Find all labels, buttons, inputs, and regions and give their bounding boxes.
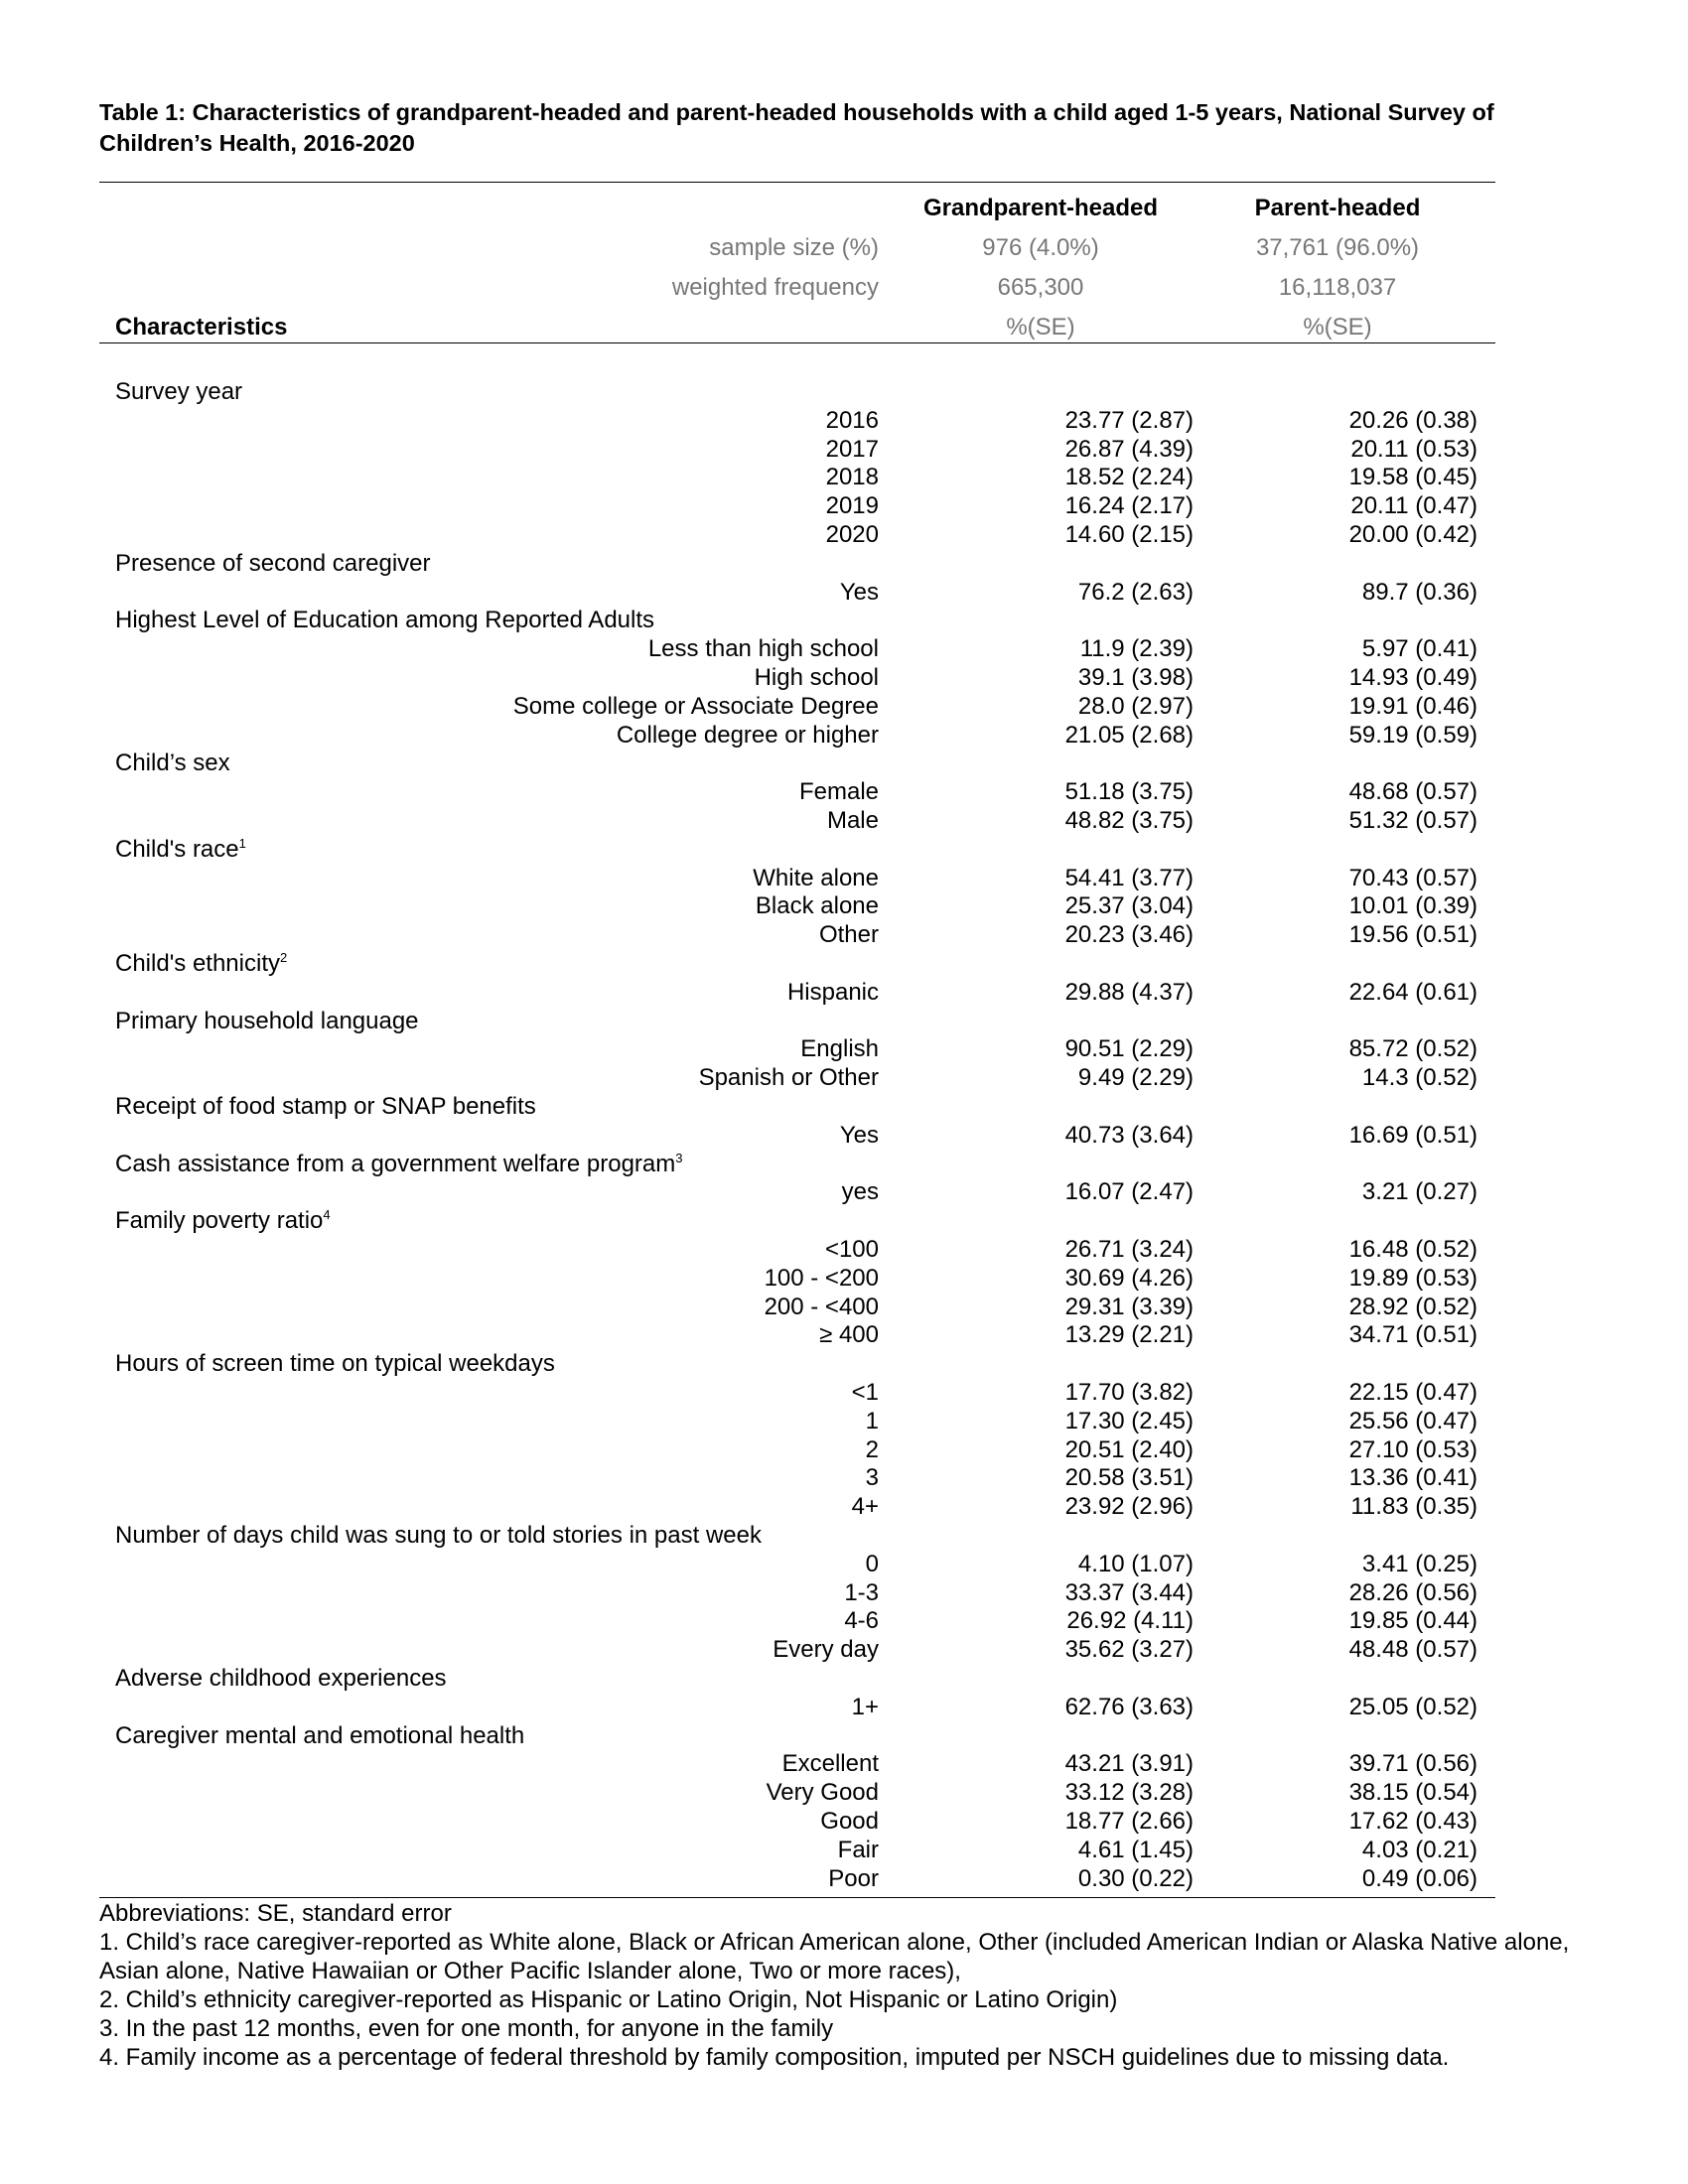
sample-size-grandparent: 976 (4.0%) <box>982 234 1099 261</box>
footnotes <box>99 1899 1609 2072</box>
table-row <box>0 1063 1688 1092</box>
table-row <box>0 891 1688 920</box>
row-label: 0 <box>865 1550 879 1577</box>
row-label: 2017 <box>825 435 879 463</box>
row-label: Very Good <box>766 1779 879 1807</box>
section-row <box>0 1721 1688 1750</box>
header-rule <box>99 342 1495 343</box>
section-title-text: Cash assistance from a government welfare program <box>115 1150 676 1177</box>
parent-value: 28.92 (0.52) <box>1348 1293 1477 1320</box>
column-header-parent: Parent-headed <box>1254 195 1421 221</box>
grandparent-value: 9.49 (2.29) <box>1077 1064 1194 1092</box>
section-title-text: Survey year <box>115 378 243 405</box>
table-row <box>0 491 1688 520</box>
parent-value: 17.62 (0.43) <box>1348 1808 1477 1835</box>
table-row <box>0 1778 1688 1807</box>
grandparent-value: 48.82 (3.75) <box>1064 807 1194 834</box>
table-row <box>0 463 1688 491</box>
row-label: 2019 <box>825 492 879 520</box>
parent-value: 3.21 (0.27) <box>1361 1178 1477 1206</box>
section-title-text: Child’s sex <box>115 750 230 777</box>
grandparent-value: 17.30 (2.45) <box>1064 1407 1194 1434</box>
parent-value: 51.32 (0.57) <box>1348 807 1477 834</box>
unit-grandparent: %(SE) <box>1006 314 1075 341</box>
row-label: 1+ <box>851 1693 879 1720</box>
row-label: ≥ 400 <box>819 1321 879 1349</box>
footnote: 1. Child’s race caregiver-reported as White alone, Black or African American alone, Other (included American Indian or Alaska Native alone, Asian alone, Native Hawaiian or Other Pacific Islander alone, Two or more races), <box>99 1929 1570 1984</box>
parent-value: 38.15 (0.54) <box>1348 1779 1477 1807</box>
table-title: Table 1: Characteristics of grandparent-headed and parent-headed households with a child aged 1-5 years, National Survey of Children’s Health, 2016-2020 <box>99 99 1494 156</box>
grandparent-value: 18.77 (2.66) <box>1064 1808 1194 1835</box>
grandparent-value: 39.1 (3.98) <box>1077 664 1194 691</box>
parent-value: 20.26 (0.38) <box>1348 406 1477 434</box>
parent-value: 25.56 (0.47) <box>1348 1407 1477 1434</box>
table-row <box>0 1749 1688 1778</box>
parent-value: 25.05 (0.52) <box>1348 1693 1477 1720</box>
grandparent-value: 40.73 (3.64) <box>1064 1121 1194 1149</box>
section-title-text: Number of days child was sung to or told stories in past week <box>115 1522 762 1549</box>
section-title-text: Highest Level of Education among Reported Adults <box>115 607 655 634</box>
row-label: 4+ <box>851 1493 879 1521</box>
section-title <box>115 1349 555 1378</box>
section-title <box>115 1150 682 1178</box>
grandparent-value: 43.21 (3.91) <box>1064 1750 1194 1778</box>
parent-value: 27.10 (0.53) <box>1348 1435 1477 1463</box>
footnote-marker: 3 <box>675 1150 683 1165</box>
weighted-frequency-label: weighted frequency <box>671 274 879 301</box>
unit-parent: %(SE) <box>1303 314 1372 341</box>
parent-value: 19.85 (0.44) <box>1348 1607 1477 1635</box>
parent-value: 89.7 (0.36) <box>1361 578 1477 606</box>
section-title-text: Child's race <box>115 835 239 863</box>
parent-value: 34.71 (0.51) <box>1348 1321 1477 1349</box>
sample-size-parent: 37,761 (96.0%) <box>1255 234 1420 261</box>
row-label: Yes <box>839 578 879 606</box>
parent-value: 70.43 (0.57) <box>1348 864 1477 891</box>
parent-value: 48.48 (0.57) <box>1348 1636 1477 1664</box>
parent-value: 16.48 (0.52) <box>1348 1236 1477 1263</box>
section-title-text: Adverse childhood experiences <box>115 1665 447 1692</box>
section-row <box>0 377 1688 406</box>
section-title <box>115 1007 419 1035</box>
grandparent-value: 33.12 (3.28) <box>1064 1779 1194 1807</box>
table-row <box>0 806 1688 835</box>
grandparent-value: 14.60 (2.15) <box>1064 521 1194 548</box>
row-label: 4-6 <box>844 1607 879 1635</box>
table-row <box>0 1293 1688 1321</box>
row-label: 2016 <box>825 406 879 434</box>
section-row <box>0 949 1688 978</box>
section-row <box>0 1092 1688 1121</box>
section-title <box>115 377 242 406</box>
grandparent-value: 18.52 (2.24) <box>1064 464 1194 491</box>
table-row <box>0 1693 1688 1721</box>
section-row <box>0 1007 1688 1035</box>
table-row <box>0 1463 1688 1492</box>
row-label: Female <box>798 778 879 806</box>
section-row <box>0 1664 1688 1693</box>
grandparent-value: 13.29 (2.21) <box>1064 1321 1194 1349</box>
row-label: Every day <box>773 1636 879 1664</box>
row-label: Hispanic <box>786 978 879 1006</box>
table-row <box>0 1121 1688 1150</box>
row-label: 2020 <box>825 521 879 548</box>
table-row <box>0 406 1688 435</box>
row-label: English <box>800 1035 879 1063</box>
grandparent-value: 23.77 (2.87) <box>1064 406 1194 434</box>
table-row <box>0 1235 1688 1264</box>
grandparent-value: 16.07 (2.47) <box>1064 1178 1194 1206</box>
table-row <box>0 1177 1688 1206</box>
grandparent-value: 26.87 (4.39) <box>1064 435 1194 463</box>
row-label: <1 <box>851 1379 879 1406</box>
parent-value: 20.11 (0.47) <box>1350 492 1477 520</box>
section-title <box>115 1092 536 1121</box>
table-row <box>0 520 1688 549</box>
footnote: 4. Family income as a percentage of federal threshold by family composition, imputed per NSCH guidelines due to missing data. <box>99 2044 1450 2071</box>
section-title-text: Family poverty ratio <box>115 1207 324 1235</box>
row-label: 2018 <box>825 464 879 491</box>
section-row <box>0 749 1688 777</box>
row-label: 2 <box>865 1435 879 1463</box>
grandparent-value: 29.88 (4.37) <box>1064 978 1194 1006</box>
table-row <box>0 578 1688 607</box>
parent-value: 19.56 (0.51) <box>1348 921 1477 949</box>
table-row <box>0 1378 1688 1407</box>
table-row <box>0 663 1688 692</box>
footnote: 3. In the past 12 months, even for one month, for anyone in the family <box>99 2015 834 2042</box>
characteristics-header: Characteristics <box>115 314 288 341</box>
row-label: 200 - <400 <box>764 1293 879 1320</box>
table-row <box>0 1407 1688 1435</box>
grandparent-value: 17.70 (3.82) <box>1064 1379 1194 1406</box>
grandparent-value: 51.18 (3.75) <box>1064 778 1194 806</box>
section-title <box>115 949 287 978</box>
grandparent-value: 20.23 (3.46) <box>1064 921 1194 949</box>
grandparent-value: 23.92 (2.96) <box>1064 1493 1194 1521</box>
section-title <box>115 1664 447 1693</box>
footnote-marker: 4 <box>323 1207 331 1223</box>
row-label: White alone <box>753 864 879 891</box>
row-label: Excellent <box>781 1750 879 1778</box>
parent-value: 10.01 (0.39) <box>1348 892 1477 920</box>
parent-value: 0.49 (0.06) <box>1361 1864 1477 1892</box>
table-row <box>0 978 1688 1007</box>
row-label: Spanish or Other <box>698 1064 879 1092</box>
section-row <box>0 835 1688 864</box>
grandparent-value: 30.69 (4.26) <box>1064 1264 1194 1292</box>
section-title <box>115 1721 524 1750</box>
section-title-text: Presence of second caregiver <box>115 549 431 577</box>
section-row <box>0 1521 1688 1550</box>
grandparent-value: 29.31 (3.39) <box>1064 1293 1194 1320</box>
table-row <box>0 920 1688 949</box>
table-row <box>0 1864 1688 1893</box>
row-label: High school <box>754 664 879 691</box>
grandparent-value: 90.51 (2.29) <box>1064 1035 1194 1063</box>
parent-value: 20.00 (0.42) <box>1348 521 1477 548</box>
parent-value: 5.97 (0.41) <box>1361 635 1477 663</box>
table-row <box>0 692 1688 721</box>
table-row <box>0 634 1688 663</box>
row-label: Poor <box>828 1864 879 1892</box>
table-row <box>0 721 1688 750</box>
table-row <box>0 864 1688 892</box>
table-row <box>0 1578 1688 1607</box>
parent-value: 14.3 (0.52) <box>1361 1064 1477 1092</box>
parent-value: 20.11 (0.53) <box>1350 435 1477 463</box>
sample-size-label: sample size (%) <box>709 234 879 261</box>
grandparent-value: 28.0 (2.97) <box>1077 692 1194 720</box>
top-rule <box>99 182 1495 183</box>
table-row <box>0 435 1688 464</box>
section-title <box>115 1206 331 1235</box>
section-row <box>0 549 1688 578</box>
parent-value: 11.83 (0.35) <box>1350 1493 1477 1521</box>
table-row <box>0 1264 1688 1293</box>
row-label: <100 <box>824 1236 879 1263</box>
row-label: College degree or higher <box>616 721 879 749</box>
table-row <box>0 1435 1688 1464</box>
grandparent-value: 20.51 (2.40) <box>1064 1435 1194 1463</box>
parent-value: 19.58 (0.45) <box>1348 464 1477 491</box>
parent-value: 14.93 (0.49) <box>1348 664 1477 691</box>
weighted-frequency-parent: 16,118,037 <box>1278 274 1397 301</box>
row-label: 3 <box>865 1464 879 1492</box>
section-row <box>0 606 1688 634</box>
row-label: 1-3 <box>844 1578 879 1606</box>
grandparent-value: 76.2 (2.63) <box>1077 578 1194 606</box>
grandparent-value: 25.37 (3.04) <box>1064 892 1194 920</box>
grandparent-value: 11.9 (2.39) <box>1079 635 1194 663</box>
section-row <box>0 1206 1688 1235</box>
bottom-rule <box>99 1897 1495 1898</box>
grandparent-value: 62.76 (3.63) <box>1064 1693 1194 1720</box>
parent-value: 16.69 (0.51) <box>1348 1121 1477 1149</box>
row-label: yes <box>841 1178 879 1206</box>
grandparent-value: 20.58 (3.51) <box>1064 1464 1194 1492</box>
row-label: Yes <box>839 1121 879 1149</box>
parent-value: 19.89 (0.53) <box>1348 1264 1477 1292</box>
section-title-text: Primary household language <box>115 1007 419 1034</box>
table-row <box>0 1320 1688 1349</box>
section-title <box>115 749 230 777</box>
parent-value: 85.72 (0.52) <box>1348 1035 1477 1063</box>
grandparent-value: 33.37 (3.44) <box>1064 1578 1194 1606</box>
parent-value: 22.15 (0.47) <box>1348 1379 1477 1406</box>
table-row <box>0 1635 1688 1664</box>
parent-value: 28.26 (0.56) <box>1348 1578 1477 1606</box>
row-label: 100 - <200 <box>764 1264 879 1292</box>
footnote: 2. Child’s ethnicity caregiver-reported as Hispanic or Latino Origin, Not Hispanic or Latino Origin) <box>99 1986 1118 2013</box>
table-row <box>0 1807 1688 1836</box>
row-label: Other <box>818 921 879 949</box>
table-row <box>0 1492 1688 1521</box>
grandparent-value: 21.05 (2.68) <box>1064 721 1194 749</box>
table-row <box>0 1606 1688 1635</box>
section-row <box>0 1150 1688 1178</box>
section-title <box>115 606 654 634</box>
table-row <box>0 1836 1688 1864</box>
row-label: Good <box>820 1808 879 1835</box>
grandparent-value: 26.92 (4.11) <box>1066 1607 1194 1635</box>
footnote-marker: 1 <box>238 835 246 851</box>
row-label: Less than high school <box>647 635 879 663</box>
row-label: Fair <box>837 1836 879 1863</box>
section-title <box>115 1521 762 1550</box>
section-title-text: Child's ethnicity <box>115 950 280 977</box>
table-row <box>0 1034 1688 1063</box>
parent-value: 48.68 (0.57) <box>1348 778 1477 806</box>
parent-value: 3.41 (0.25) <box>1361 1550 1477 1577</box>
section-title-text: Caregiver mental and emotional health <box>115 1721 525 1749</box>
grandparent-value: 16.24 (2.17) <box>1064 492 1194 520</box>
grandparent-value: 4.61 (1.45) <box>1077 1836 1194 1863</box>
section-title <box>115 549 431 578</box>
section-title <box>115 835 246 864</box>
table-row <box>0 777 1688 806</box>
row-label: Some college or Associate Degree <box>512 692 879 720</box>
row-label: Black alone <box>755 892 879 920</box>
grandparent-value: 0.30 (0.22) <box>1077 1864 1194 1892</box>
section-title-text: Hours of screen time on typical weekdays <box>115 1350 555 1378</box>
grandparent-value: 26.71 (3.24) <box>1064 1236 1194 1263</box>
footnote-marker: 2 <box>279 950 288 965</box>
parent-value: 39.71 (0.56) <box>1348 1750 1477 1778</box>
parent-value: 13.36 (0.41) <box>1348 1464 1477 1492</box>
abbreviations-note: Abbreviations: SE, standard error <box>99 1900 452 1927</box>
weighted-frequency-grandparent: 665,300 <box>997 274 1084 301</box>
section-row <box>0 1349 1688 1378</box>
parent-value: 22.64 (0.61) <box>1348 978 1477 1006</box>
grandparent-value: 4.10 (1.07) <box>1077 1550 1194 1577</box>
row-label: Male <box>826 807 879 834</box>
grandparent-value: 35.62 (3.27) <box>1064 1636 1194 1664</box>
table-row <box>0 1550 1688 1578</box>
grandparent-value: 54.41 (3.77) <box>1064 864 1194 891</box>
parent-value: 19.91 (0.46) <box>1348 692 1477 720</box>
section-title-text: Receipt of food stamp or SNAP benefits <box>115 1093 536 1120</box>
row-label: 1 <box>865 1407 879 1434</box>
parent-value: 59.19 (0.59) <box>1348 721 1477 749</box>
column-header-grandparent: Grandparent-headed <box>922 195 1159 221</box>
parent-value: 4.03 (0.21) <box>1361 1836 1477 1863</box>
